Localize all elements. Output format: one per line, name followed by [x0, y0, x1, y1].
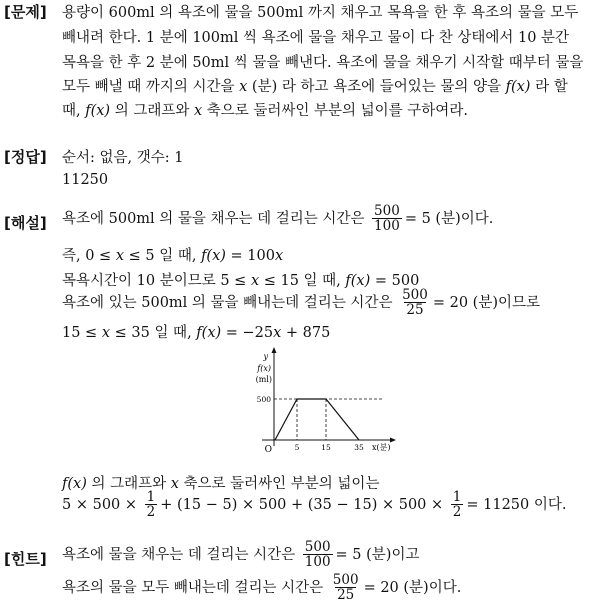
denominator: 100	[374, 218, 400, 234]
numerator: 500	[402, 287, 428, 303]
problem-text: 축으로 둘러싸인 부분의 넓이를 구하여라.	[202, 103, 468, 119]
solution-text: = −25	[221, 325, 274, 341]
solution-line-5	[62, 321, 330, 342]
func-fx: f(x)	[201, 248, 226, 264]
var-x: x	[239, 79, 248, 95]
solution-line-3	[62, 269, 419, 290]
hint-tag: [힌트]	[4, 550, 47, 568]
fraction	[145, 490, 158, 520]
y-axis-arrow	[272, 347, 277, 353]
problem-line-3: 목욕을 한 후 2 분에 50ml 씩 물을 빼낸다. 욕조에 물을 채우기 시작할 때부터 물을	[62, 55, 584, 71]
hint-text: = 5 (분)이고	[335, 547, 420, 563]
solution-text: = 20 (분)이므로	[432, 295, 541, 311]
denominator: 2	[452, 504, 462, 520]
solution-text: 즉, 0 ≤	[62, 248, 116, 264]
hint-line-2	[62, 573, 461, 603]
solution-text: = 5 (분)이다.	[404, 211, 494, 227]
answer-tag: [정답]	[4, 148, 47, 166]
y-label-unit: (ml)	[255, 375, 272, 384]
numerator: 1	[452, 489, 462, 505]
problem-text: (분) 라 하고 욕조에 들어있는 물의 양을	[247, 79, 506, 95]
solution-text: = 11250 이다.	[466, 497, 567, 513]
numerator: 500	[304, 539, 331, 555]
graph-line	[275, 399, 359, 440]
answer-line-1: 순서: 없음, 갯수: 1	[62, 150, 184, 166]
solution-line-4	[62, 288, 540, 318]
var-x: x	[170, 476, 179, 492]
solution-text: 목욕시간이 10 분이므로 5 ≤	[62, 273, 251, 289]
x-tick-35: 35	[354, 443, 364, 452]
func-fx: f(x)	[62, 476, 87, 492]
numerator: 1	[146, 489, 156, 505]
numerator: 500	[332, 572, 359, 588]
x-label: x(분)	[372, 443, 391, 452]
solution-text: 축으로 둘러싸인 부분의 넓이는	[178, 476, 380, 492]
var-x: x	[115, 248, 125, 264]
problem-text: 의 그래프와	[110, 103, 194, 119]
solution-line-7	[62, 490, 566, 520]
func-fx: f(x)	[85, 103, 111, 119]
fraction	[331, 573, 361, 603]
solution-text: 의 그래프와	[86, 476, 171, 492]
solution-line-2	[62, 244, 283, 265]
denominator: 25	[406, 302, 424, 318]
solution-text: 욕조에 500ml 의 물을 채우는 데 걸리는 시간은	[62, 211, 370, 227]
func-fx: f(x)	[505, 79, 531, 95]
y-label-fx: f(x)	[257, 364, 271, 373]
problem-line-4	[62, 75, 568, 96]
var-x: x	[273, 325, 282, 341]
denominator: 2	[146, 504, 156, 520]
func-fx: f(x)	[196, 325, 222, 341]
denominator: 25	[337, 587, 355, 603]
water-graph	[250, 342, 400, 458]
problem-text: 라 할	[530, 79, 568, 95]
fraction	[372, 204, 402, 234]
solution-text: + (15 − 5) × 500 + (35 − 15) × 500 ×	[160, 497, 448, 513]
hint-text: 욕조에 물을 채우는 데 걸리는 시간은	[62, 547, 300, 563]
fraction	[303, 540, 333, 570]
fraction	[400, 288, 430, 318]
x-tick-5: 5	[294, 443, 300, 452]
var-x: x	[250, 273, 260, 289]
var-x: x	[193, 103, 203, 119]
hint-text: = 20 (분)이다.	[363, 580, 462, 596]
y-tick-500: 500	[256, 395, 271, 404]
solution-text: ≤ 15 일 때,	[259, 273, 346, 289]
denominator: 100	[304, 554, 331, 570]
solution-text: ≤ 35 일 때,	[110, 325, 197, 341]
solution-text: 15 ≤	[62, 325, 102, 341]
problem-tag: [문제]	[4, 3, 47, 21]
problem-text: 모두 빼낼 때 까지의 시간을	[62, 79, 240, 95]
solution-text: + 875	[281, 325, 331, 341]
origin-label: O	[264, 445, 272, 455]
solution-tag: [해설]	[4, 214, 47, 232]
problem-line-5	[62, 99, 468, 120]
solution-text: 욕조에 있는 500ml 의 물을 빼내는데 걸리는 시간은	[62, 295, 398, 311]
hint-text: 욕조의 물을 모두 빼내는데 걸리는 시간은	[62, 580, 328, 596]
var-x: x	[101, 325, 111, 341]
solution-text: = 500	[370, 273, 420, 289]
solution-text: ≤ 5 일 때,	[124, 248, 202, 264]
fraction	[451, 490, 464, 520]
problem-text: 때,	[62, 103, 86, 119]
solution-line-1	[62, 204, 493, 234]
solution-text: 5 × 500 ×	[62, 497, 142, 513]
problem-line-1: 용량이 600ml 의 욕조에 물을 500ml 까지 채우고 목욕을 한 후 욕조의 물을 모두	[62, 5, 579, 21]
solution-text: = 100	[225, 248, 275, 264]
numerator: 500	[374, 203, 400, 219]
x-tick-15: 15	[321, 443, 331, 452]
y-label: y	[263, 352, 268, 361]
answer-value: 11250	[62, 172, 109, 188]
hint-line-1	[62, 540, 419, 570]
func-fx: f(x)	[345, 273, 371, 289]
problem-line-2: 빼내려 한다. 1 분에 100ml 씩 욕조에 물을 채우고 물이 다 찬 상태에서 10 분간	[62, 30, 570, 46]
x-axis-arrow	[390, 438, 396, 443]
var-x: x	[274, 248, 284, 264]
